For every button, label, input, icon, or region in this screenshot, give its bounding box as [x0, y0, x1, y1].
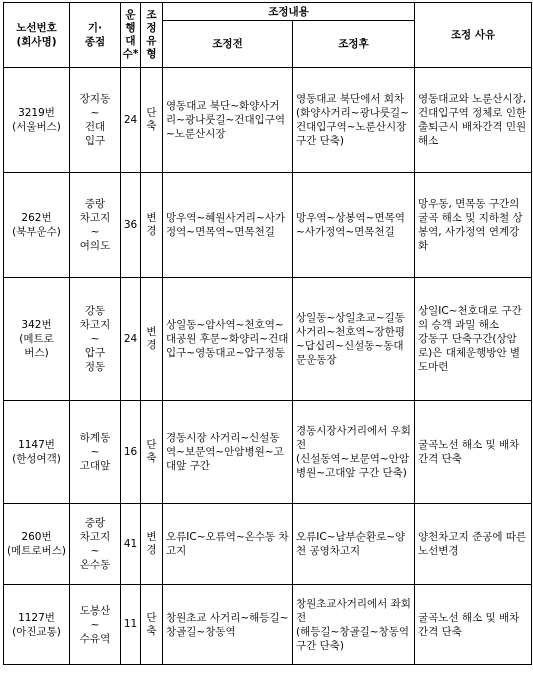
- vehicle-count-cell: 36: [121, 173, 141, 278]
- before-cell: 망우역~혜원사거리~사가정역~면목역~면목천길: [163, 173, 293, 278]
- type-cell: 변 경: [141, 173, 163, 278]
- route-cell: 260번 (메트로버스): [4, 504, 70, 585]
- before-cell: 창원초교 사거리~해등길~창골길~창동역: [163, 585, 293, 665]
- type-cell: 단 축: [141, 585, 163, 665]
- vehicle-count-cell: 24: [121, 68, 141, 173]
- reason-cell: 굴곡노선 해소 및 배차간격 단축: [415, 585, 532, 665]
- table-row: [4, 68, 532, 173]
- route-cell: 3219번 (서울버스): [4, 68, 70, 173]
- header-route-no: 노선번호 (회사명): [4, 3, 70, 68]
- reason-cell: 상일IC~천호대로 구간의 승객 과밀 해소 강동구 단축구간(상암로)은 대체운행방안 별도마련: [415, 278, 532, 401]
- route-adjustment-document: [3, 2, 532, 665]
- terminus-cell: 중랑 차고지 ~ 온수동: [70, 504, 121, 585]
- table-row: [4, 585, 532, 665]
- before-cell: 영동대교 북단~화양사거리~광나룻길~건대입구역~노룬산시장: [163, 68, 293, 173]
- header-reason: 조정 사유: [415, 3, 532, 68]
- terminus-cell: 강동 차고지 ~ 압구 정동: [70, 278, 121, 401]
- vehicle-count-cell: 11: [121, 585, 141, 665]
- header-after: 조정후: [293, 21, 415, 68]
- table-row: [4, 278, 532, 401]
- route-cell: 342번 (메트로 버스): [4, 278, 70, 401]
- table-row: [4, 401, 532, 504]
- after-cell: 경동시장사거리에서 우회전 (신설동역~보문역~안암병원~고대앞 구간 단축): [293, 401, 415, 504]
- after-cell: 창원초교사거리에서 좌회전 (해등길~창골길~창동역 구간 단축): [293, 585, 415, 665]
- route-cell: 262번 (북부운수): [4, 173, 70, 278]
- type-cell: 변 경: [141, 504, 163, 585]
- after-cell: 망우역~상봉역~면목역~사가정역~면목천길: [293, 173, 415, 278]
- terminus-cell: 중랑 차고지 ~ 여의도: [70, 173, 121, 278]
- after-cell: 오류IC~남부순환로~양천 공영차고지: [293, 504, 415, 585]
- after-cell: 영동대교 북단에서 회차 (화양사거리~광나룻길~건대입구역~노룬산시장 구간 단축): [293, 68, 415, 173]
- after-cell: 상일동~상일초교~길동사거리~천호역~장한평~답십리~신설동~동대문운동장: [293, 278, 415, 401]
- header-before: 조정전: [163, 21, 293, 68]
- header-adjustment-content: 조정내용: [163, 3, 415, 21]
- terminus-cell: 장지동 ~ 건대 입구: [70, 68, 121, 173]
- header-vehicle-count: 운 행 대 수*: [121, 3, 141, 68]
- vehicle-count-cell: 16: [121, 401, 141, 504]
- vehicle-count-cell: 24: [121, 278, 141, 401]
- type-cell: 변 경: [141, 278, 163, 401]
- type-cell: 단 축: [141, 68, 163, 173]
- route-adjustment-table: [3, 2, 532, 665]
- before-cell: 상일동~암사역~천호역~대공원 후문~화양리~건대입구~영동대교~압구정동: [163, 278, 293, 401]
- vehicle-count-cell: 41: [121, 504, 141, 585]
- terminus-cell: 도봉산 ~ 수유역: [70, 585, 121, 665]
- type-cell: 단 축: [141, 401, 163, 504]
- route-cell: 1147번 (한성여객): [4, 401, 70, 504]
- header-terminus: 기· 종점: [70, 3, 121, 68]
- route-cell: 1127번 (아진교통): [4, 585, 70, 665]
- reason-cell: 영동대교와 노룬산시장, 건대입구역 정체로 인한 출퇴근시 배차간격 민원해소: [415, 68, 532, 173]
- terminus-cell: 하계동 ~ 고대앞: [70, 401, 121, 504]
- header-adjustment-type: 조 정 유 형: [141, 3, 163, 68]
- before-cell: 경동시장 사거리~신설동역~보문역~안암병원~고대앞 구간: [163, 401, 293, 504]
- reason-cell: 굴곡노선 해소 및 배차간격 단축: [415, 401, 532, 504]
- before-cell: 오류IC~오류역~온수동 차고지: [163, 504, 293, 585]
- reason-cell: 양천차고지 준공에 따른 노선변경: [415, 504, 532, 585]
- table-row: [4, 504, 532, 585]
- table-row: [4, 173, 532, 278]
- reason-cell: 망우동, 면목동 구간의 굴곡 해소 및 지하철 상봉역, 사가정역 연계강화: [415, 173, 532, 278]
